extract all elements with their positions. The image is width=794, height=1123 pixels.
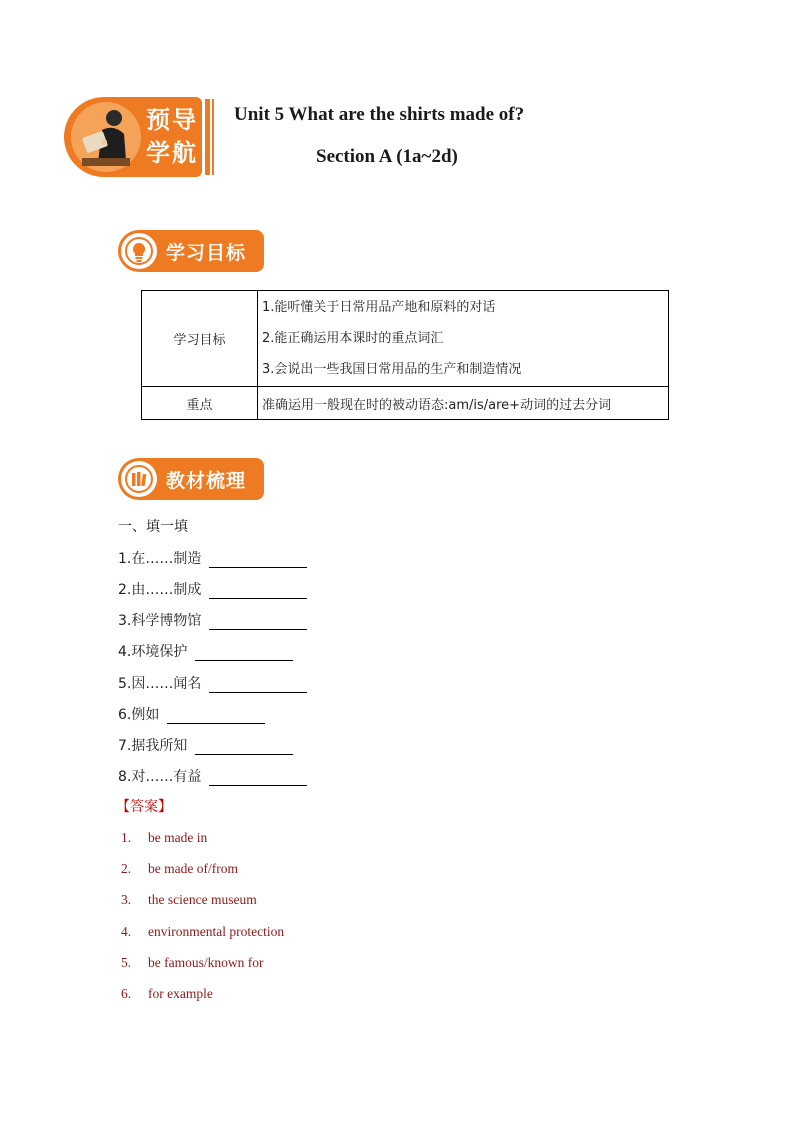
materials-section-header (118, 458, 268, 500)
list-item (118, 766, 307, 786)
answer-blank[interactable] (209, 551, 307, 568)
list-item (118, 735, 293, 755)
answer-text: be famous/known for (148, 955, 264, 970)
badge-line-1: 预导 (146, 105, 198, 134)
answer-blank[interactable] (209, 613, 307, 630)
page-title: Unit 5 What are the shirts made of? (234, 104, 525, 125)
materials-heading: 教材梳理 (166, 470, 247, 492)
list-item (118, 610, 307, 630)
exercise-title: 一、填一填 (118, 519, 188, 535)
list-item (118, 673, 307, 693)
badge-divider (205, 99, 210, 175)
objective-item: 2.能正确运用本课时的重点词汇 (262, 331, 444, 346)
answer-blank[interactable] (195, 738, 293, 755)
table-row (142, 387, 669, 420)
answer-item (121, 892, 257, 908)
question-text: 5.因……闻名 (118, 676, 202, 692)
answer-blank[interactable] (209, 676, 307, 693)
question-text: 6.例如 (118, 707, 160, 723)
lightbulb-icon (125, 237, 153, 265)
answer-heading: 【答案】 (116, 799, 172, 815)
question-text: 2.由……制成 (118, 582, 202, 598)
list-item (118, 579, 307, 599)
objectives-section-header (118, 230, 268, 272)
question-text: 1.在……制造 (118, 551, 202, 567)
list-item (118, 641, 293, 661)
answer-item (121, 924, 284, 940)
answer-item (121, 955, 263, 971)
answer-number: 6. (121, 986, 132, 1001)
objectives-list (258, 291, 669, 387)
answer-blank[interactable] (195, 644, 293, 661)
badge-text (146, 103, 202, 169)
question-text: 7.据我所知 (118, 738, 188, 754)
badge-divider-thin (212, 99, 214, 175)
answer-text: for example (148, 986, 213, 1001)
answer-item (121, 830, 207, 846)
books-icon (125, 465, 153, 493)
question-text: 3.科学博物馆 (118, 613, 202, 629)
reading-person-icon (68, 100, 144, 174)
list-item (118, 548, 307, 568)
answer-number: 2. (121, 861, 132, 876)
answer-blank[interactable] (209, 582, 307, 599)
list-item (118, 704, 265, 724)
answer-text: be made of/from (148, 861, 238, 876)
answer-blank[interactable] (167, 707, 265, 724)
answer-item (121, 861, 238, 877)
answer-number: 5. (121, 955, 132, 970)
question-text: 4.环境保护 (118, 644, 188, 660)
objective-item: 3.会说出一些我国日常用品的生产和制造情况 (262, 362, 522, 377)
header-badge (64, 97, 214, 177)
question-text: 8.对……有益 (118, 769, 202, 785)
table-row-label: 重点 (142, 387, 258, 420)
page-subtitle: Section A (1a~2d) (316, 146, 458, 167)
answer-item (121, 986, 213, 1002)
objectives-heading: 学习目标 (166, 242, 247, 264)
objective-item: 1.能听懂关于日常用品产地和原料的对话 (262, 300, 496, 315)
answer-number: 3. (121, 892, 132, 907)
table-row-label: 学习目标 (142, 291, 258, 387)
badge-line-2: 学航 (146, 138, 198, 167)
answer-text: the science museum (148, 892, 257, 907)
answer-text: environmental protection (148, 924, 285, 939)
table-row (142, 291, 669, 387)
answer-number: 4. (121, 924, 132, 939)
objectives-table (141, 290, 669, 420)
answer-blank[interactable] (209, 769, 307, 786)
key-point-text: 准确运用一般现在时的被动语态:am/is/are+动词的过去分词 (258, 387, 669, 420)
answer-text: be made in (148, 830, 208, 845)
answer-number: 1. (121, 830, 132, 845)
